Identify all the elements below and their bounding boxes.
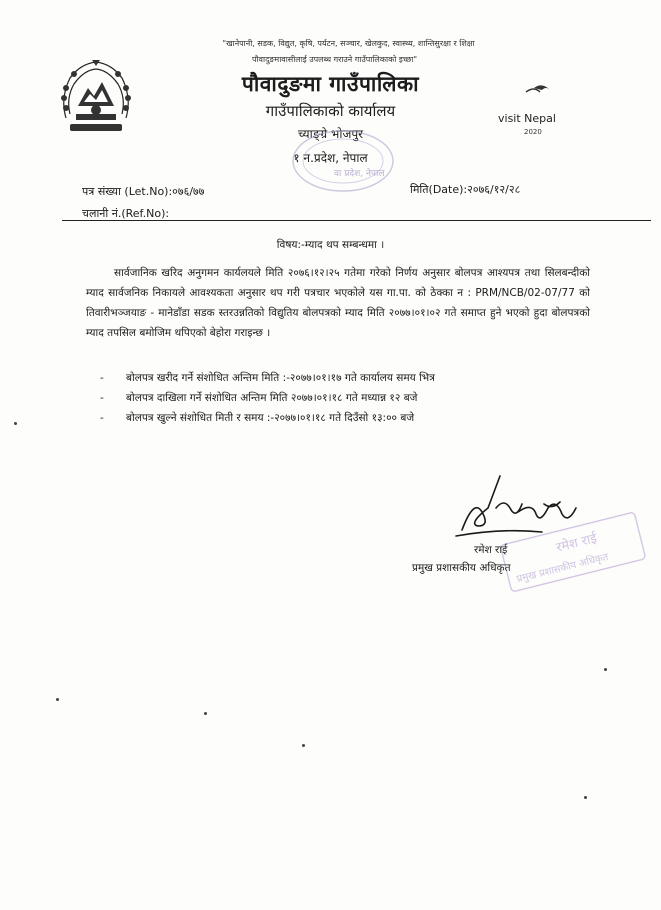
list-bullet: - [100, 372, 104, 384]
visit-nepal-year: 2020 [524, 128, 542, 136]
svg-text:रमेश राई: रमेश राई [554, 531, 599, 556]
motto-line-2: पौवादुङमावासीलाई उपलब्ध गराउने गाउँपालिकाको इच्छा" [251, 55, 418, 64]
letter-body: सार्वजानिक खरिद अनुगमन कार्यलयले मिति २०७६।१२।२५ गतेमा गरेको निर्णय अनुसार बोलपत्र आश्यपत्र तथा सिलबन्दीको म्याद सार्वजनिक निकायले आवश्यकता अनुसार थप गरी पत्रचार भएकोले यस गा.पा. को ठेक्का न : PRM/NCB/02-07/77 को तिवारीभञ्जयाङ - मानेडाँडा सडक स्तरउन्नतिको विद्युतिय बोलपत्रको म्याद मिति २०७७।०१।०२ गते समाप्त हुने भएको हुदा बोलपत्रको म्याद तपसिल बमोजिम थपिएको बेहोरा गराइन्छ । [86, 267, 590, 339]
municipality-title: पौवादुङमा गाउँपालिका [241, 72, 420, 96]
list-item-text: बोलपत्र खुल्ने संशोधित मिती र समय :-२०७७।०१।१८ गते दिउँसो १३:०० बजे [126, 412, 415, 424]
list-item [100, 408, 620, 428]
scan-speck [204, 712, 207, 715]
list-item [100, 368, 620, 388]
list-item [100, 388, 620, 408]
visit-nepal-logo [496, 82, 586, 142]
visit-nepal-text: visit Nepal [498, 112, 556, 125]
list-item-text: बोलपत्र दाखिला गर्ने संशोधित अन्तिम मिति २०७७।०१।१८ गते मध्यान्न १२ बजे [126, 392, 418, 404]
signatory-name: रमेश राई [474, 544, 508, 556]
office-stamp [288, 126, 398, 196]
handwritten-signature [452, 468, 592, 546]
letter-subject: विषय:-म्याद थप सम्बन्धमा । [276, 239, 385, 251]
reference-number: चलानी नं.(Ref.No): [82, 207, 170, 220]
header-divider [62, 220, 651, 221]
signatory-title: प्रमुख प्रशासकीय अधिकृत [412, 562, 511, 574]
list-item-text: बोलपत्र खरीद गर्ने संशोधित अन्तिम मिति :-२०७७।०१।१७ गते कार्यालय समय भित्र [126, 372, 435, 384]
address-line-1: च्याङ्ग्रे भोजपुर [297, 127, 364, 141]
scan-speck [584, 796, 587, 799]
scan-speck [604, 668, 607, 671]
office-name: गाउँपालिकाको कार्यालय [265, 102, 396, 120]
seal-text: प्रमुख प्रशासकीय अधिकृत [515, 551, 610, 586]
letter-number: पत्र संख्या (Let.No):०७६/७७ [82, 185, 205, 198]
scan-speck [302, 744, 305, 747]
scan-speck [56, 698, 59, 701]
address-line-2: १ न.प्रदेश, नेपाल [293, 151, 368, 165]
deadline-list [100, 368, 620, 428]
letter-date: मिति(Date):२०७६/१२/२८ [410, 183, 521, 196]
list-bullet: - [100, 392, 104, 404]
stamp-text: वा प्रदेश, नेपाल [334, 169, 385, 179]
list-bullet: - [100, 412, 104, 424]
scan-speck [14, 422, 17, 425]
motto-line-1: "खानेपानी, सडक, विद्युत, कृषि, पर्यटन, सञ्चार, खेलकुद, स्वास्थ्य, शान्तिसुरक्षा र शिक्षा [222, 39, 475, 48]
